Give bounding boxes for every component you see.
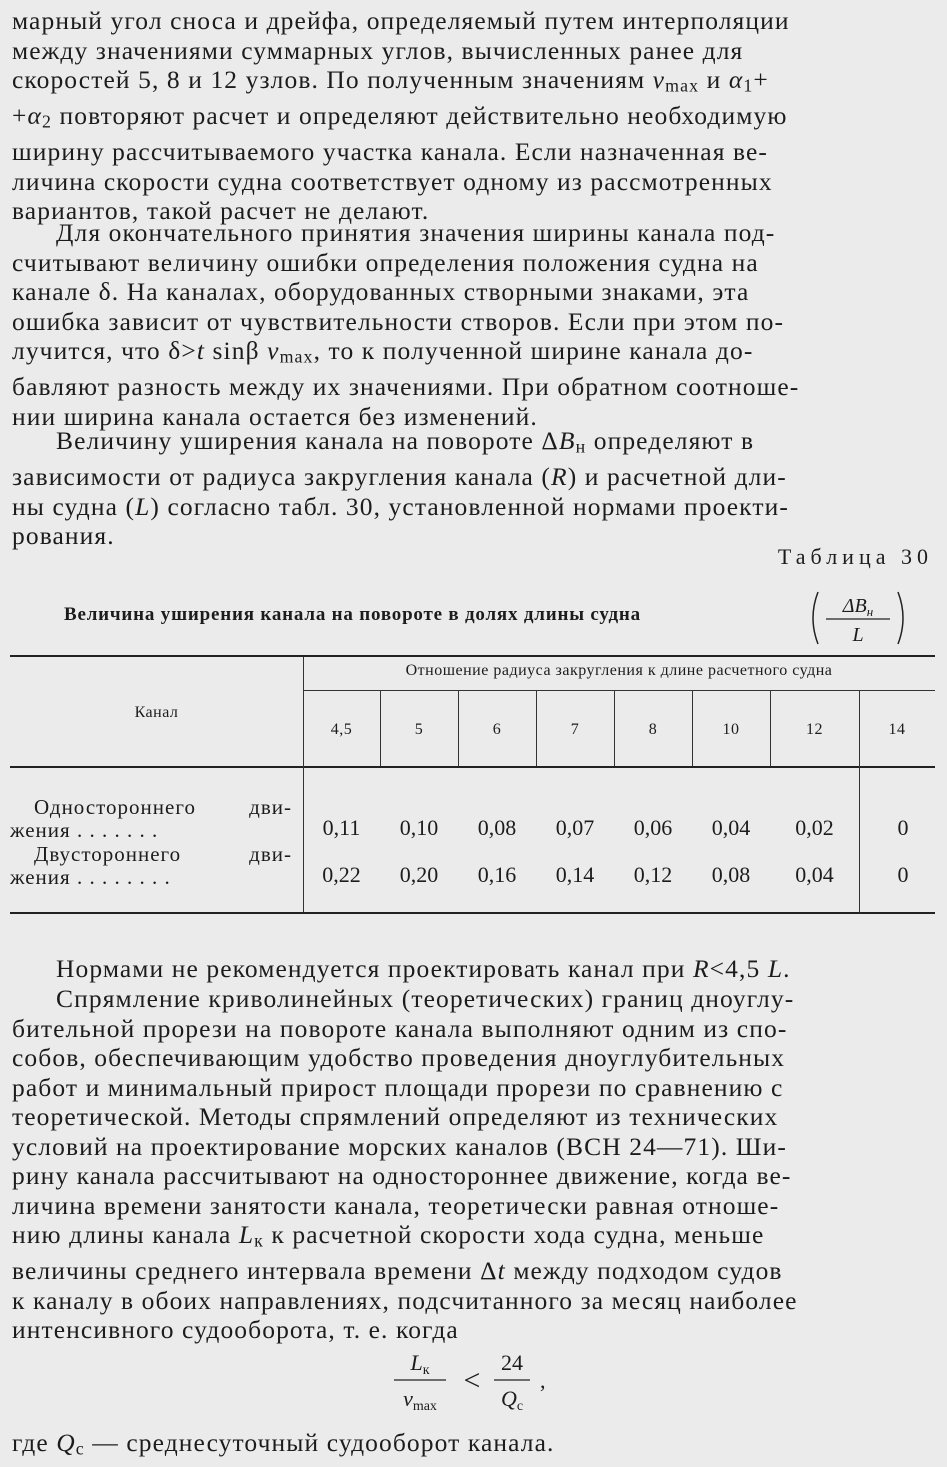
text-line: ны судна (L) согласно табл. 30, установленной нормами проекти- <box>12 491 789 521</box>
text-line: Для окончательного принятия значения ширины канала под- <box>56 218 776 247</box>
table-cell: 0,06 <box>633 815 673 840</box>
table-header-rule <box>10 766 935 768</box>
paragraph-4 <box>12 954 934 984</box>
text-line: условий на проектирование морских каналов (ВСН 24—71). Ши- <box>12 1131 787 1161</box>
text-line: ширину рассчитываемого участка канала. Если назначенная ве- <box>12 137 769 167</box>
text-line: нии ширина канала остается без изменений. <box>12 401 538 431</box>
text-line: вариантов, такой расчет не делают. <box>12 196 430 226</box>
paragraph-5 <box>12 984 934 1345</box>
column-header: 12 <box>806 721 823 738</box>
text-line: Спрямление криволинейных (теоретических) границ дноуглу- <box>56 984 795 1013</box>
paragraph-6 <box>12 1428 934 1464</box>
column-header: 10 <box>722 721 740 738</box>
text-line: рину канала рассчитывают на одностороннее движение, когда ве- <box>12 1161 792 1190</box>
paragraph-2 <box>12 218 934 431</box>
column-header: 14 <box>888 721 906 738</box>
text-line: лучится, что δ>t sinβ $v_{max}$, то к полученной ширине канала до- <box>12 336 754 367</box>
row-header: Канал <box>134 704 179 721</box>
table-cell: 0,07 <box>555 815 595 840</box>
table-cell: 0,04 <box>711 815 751 840</box>
text-line: канале δ. На каналах, оборудованных створными знаками, эта <box>12 277 750 306</box>
row-label-part: Двустороннего <box>34 842 182 866</box>
text-line: Нормами не рекомендуется проектировать канал при R<4,5 L. <box>56 954 791 983</box>
table-subheader-rule <box>303 690 935 691</box>
table-cell: 0,16 <box>477 862 517 887</box>
table-row-label <box>34 795 292 819</box>
title-fraction <box>808 588 908 648</box>
column-header: 5 <box>414 721 424 738</box>
svg-text:ΔBн: $\Delta B_н$ <box>842 595 874 619</box>
text-line: марный угол сноса и дрейфа, определяемый путем интерполяции <box>12 6 790 35</box>
svg-text:Lк: Lк <box>410 1350 430 1378</box>
table-cell: 0,02 <box>795 815 834 840</box>
text-line: между значениями суммарных углов, вычисленных ранее для <box>12 35 744 65</box>
text-line: к каналу в обоих направлениях, подсчитанного за месяц наиболее <box>12 1285 798 1315</box>
paragraph-3 <box>12 426 934 551</box>
text-line: Величину уширения канала на повороте $\Delta B_н$ определяют в <box>56 426 755 457</box>
table-cell: 0,22 <box>322 862 361 887</box>
text-line: рования. <box>12 521 115 551</box>
table-row-label <box>34 842 292 866</box>
svg-text:vmax: vmax <box>403 1386 437 1414</box>
text-line: интенсивного судооборота, т. е. когда <box>12 1315 459 1345</box>
row-label-part: дви- <box>249 795 292 819</box>
row-label-part: дви- <box>249 842 292 866</box>
svg-text:,: , <box>540 1368 546 1393</box>
paragraph-1 <box>12 6 934 226</box>
table-cell: 0,10 <box>399 815 439 840</box>
column-group-header: Отношение радиуса закругления к длине расчетного судна <box>405 662 833 679</box>
table-cell: 0 <box>897 862 909 887</box>
table-row-label-cont: жения . . . . . . . . <box>10 865 171 889</box>
table-cell: 0,08 <box>477 815 517 840</box>
text-line: скоростей 5, 8 и 12 узлов. По полученным значениям $v_{max}$ и $\alpha_1+$ <box>12 65 769 96</box>
table-bottom-rule <box>10 912 935 914</box>
text-line: $+\alpha_2$ повторяют расчет и определяют действительно необходимую <box>12 101 788 132</box>
text-line: где $Q_c$ — среднесуточный судооборот канала. <box>12 1428 555 1459</box>
column-header: 4,5 <box>330 721 353 738</box>
text-line: работ и минимальный прирост площади прорези по сравнению с <box>12 1072 784 1102</box>
text-line: бавляют разность между их значениями. При обратном соотноше- <box>12 372 800 402</box>
table-top-rule <box>10 655 935 657</box>
text-line: величины среднего интервала времени Δt между подходом судов <box>12 1256 783 1286</box>
text-line: бительной прорези на повороте канала выполняют одним из спо- <box>12 1013 788 1043</box>
table-cell: 0,12 <box>633 862 673 887</box>
text-line: собов, обеспечивающим удобство проведения дноуглубительных <box>12 1043 786 1072</box>
inequality-formula <box>390 1346 570 1416</box>
svg-text:24: 24 <box>501 1350 523 1375</box>
column-header: 8 <box>648 721 658 738</box>
svg-text:<: < <box>463 1364 481 1397</box>
svg-text:L: L <box>852 624 864 646</box>
table-cell: 0,08 <box>711 862 751 887</box>
text-line: зависимости от радиуса закругления канала (R) и расчетной дли- <box>12 462 787 492</box>
text-line: личина времени занятости канала, теоретически равная отноше- <box>12 1190 780 1220</box>
text-line: ошибка зависит от чувствительности створов. Если при этом по- <box>12 306 785 336</box>
table-row-label-cont: жения . . . . . . . <box>10 818 159 842</box>
column-header: 7 <box>570 721 580 738</box>
table-number: Таблица 30 <box>777 544 933 569</box>
svg-text:Qc: Qc <box>500 1386 524 1414</box>
row-label-part: Одностороннего <box>34 795 196 819</box>
text-line: теоретической. Методы спрямлений определяют из технических <box>12 1102 779 1131</box>
table-title: Величина уширения канала на повороте в долях длины судна <box>64 604 641 625</box>
table-cell: 0 <box>897 815 909 840</box>
text-line: считывают величину ошибки определения положения судна на <box>12 247 759 277</box>
table-cell: 0,04 <box>795 862 834 887</box>
table-cell: 0,14 <box>555 862 595 887</box>
text-line: нию длины канала $L_к$ к расчетной скорости хода судна, меньше <box>12 1220 765 1251</box>
table-cell: 0,20 <box>399 862 439 887</box>
column-header: 6 <box>492 721 502 738</box>
table-cell: 0,11 <box>322 815 361 840</box>
text-line: личина скорости судна соответствует одному из рассмотренных <box>12 166 773 196</box>
